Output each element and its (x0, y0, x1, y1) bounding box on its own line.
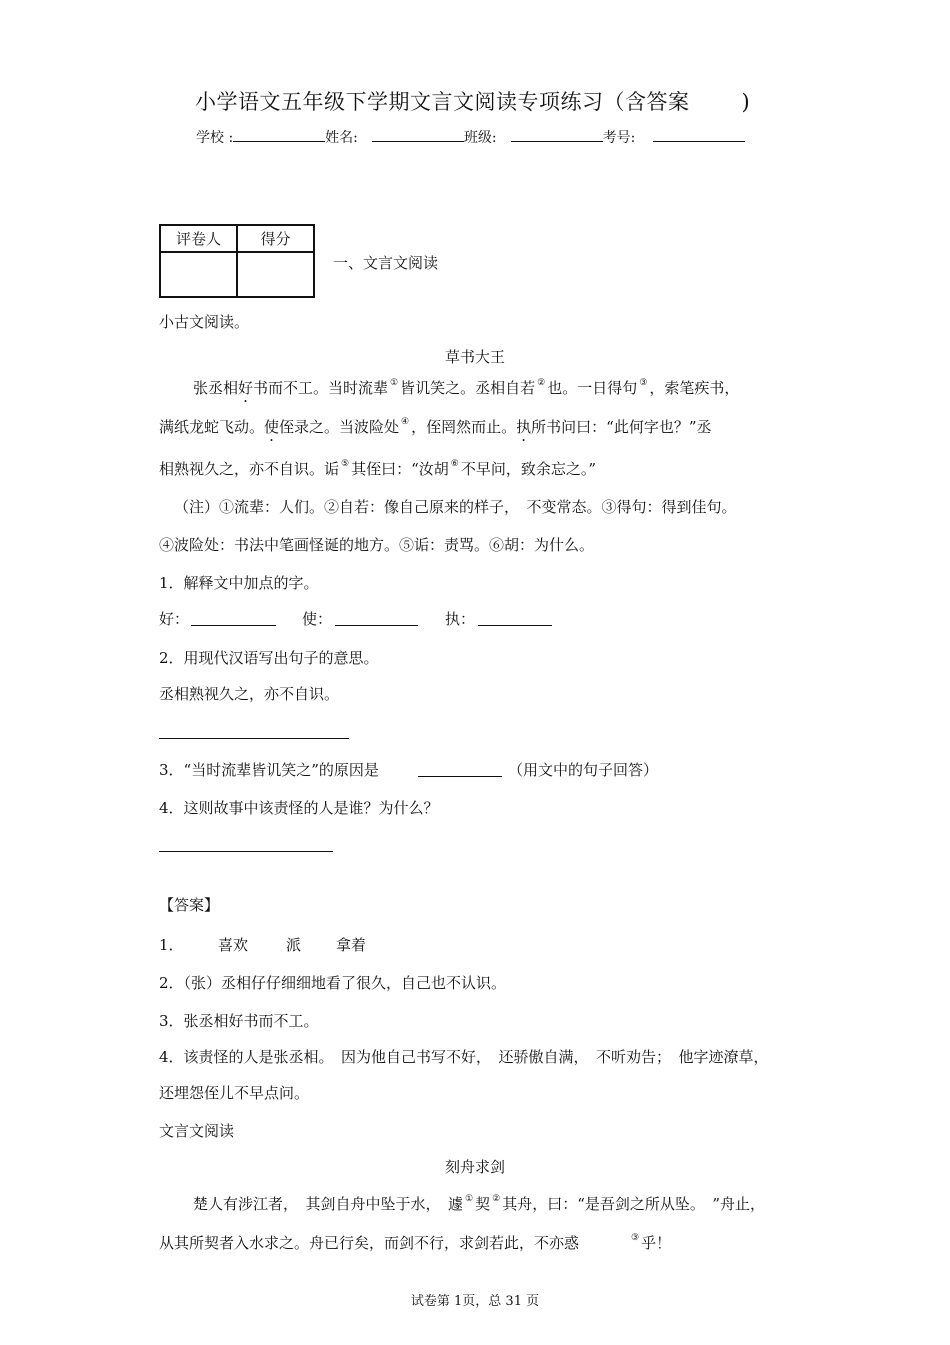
question-2: 2．用现代汉语写出句子的意思。 (159, 649, 379, 667)
class-field[interactable] (511, 127, 603, 142)
dotted-char: 执 (516, 418, 532, 436)
footnote-mark: ② (537, 378, 546, 388)
answer-4-cont: 还埋怨侄儿不早点问。 (159, 1084, 310, 1102)
answer-1-number: 1． (159, 936, 184, 954)
question-4: 4．这则故事中该责怪的人是谁？为什么？ (159, 799, 439, 817)
reviewer-header: 评卷人 (160, 225, 237, 252)
passage-line: 满纸龙蛇飞动。使侄录之。当波险处 ④ ，侄罔然而止。执所书问曰：“此何字也？”丞 (159, 417, 712, 436)
answer-blank[interactable] (159, 738, 349, 739)
score-cell[interactable] (237, 252, 314, 297)
intro-text-2: 文言文阅读 (159, 1122, 235, 1140)
section-heading: 一、文言文阅读 (333, 254, 439, 272)
passage-note: （注）①流辈：人们。②自若：像自己原来的样子， 不变常态。③得句：得到佳句。 (174, 498, 737, 516)
score-header: 得分 (237, 225, 314, 252)
question-1: 1．解释文中加点的字。 (159, 574, 319, 592)
school-label: 学校 : (196, 130, 234, 146)
page-title: 小学语文五年级下学期文言文阅读专项练习（含答案 ) (195, 90, 751, 114)
answer-blank[interactable] (335, 625, 418, 626)
footnote-mark: ① (390, 378, 399, 388)
passage-line: 相熟视久之，亦不自识。诟 ⑤ 其侄曰：“汝胡 ⑥ 不早问，致余忘之。” (159, 459, 597, 478)
answer-2: 2．（张）丞相仔仔细细地看了很久，自己也不认识。 (159, 974, 507, 992)
dotted-char: 好 (238, 379, 254, 397)
answer-3: 3．张丞相好书而不工。 (159, 1012, 319, 1030)
answer-1-item: 拿着 (336, 936, 367, 954)
question-3: 3．“当时流辈皆讥笑之”的原因是 (159, 761, 379, 779)
answer-blank[interactable] (191, 625, 276, 626)
question-3-hint: （用文中的句子回答） (508, 761, 659, 779)
passage-line: 从其所契者入水求之。舟已行矣，而剑不行，求剑若此，不亦惑 ③ 乎！ (159, 1233, 672, 1252)
footnote-mark: ③ (639, 378, 648, 388)
answer-blank[interactable] (159, 851, 333, 852)
question-1-label: 使： (302, 610, 333, 628)
footnote-mark: ⑤ (341, 459, 350, 469)
dotted-char: 使 (264, 418, 280, 436)
class-label: 班级: (463, 130, 497, 146)
answer-1-item: 派 (286, 936, 302, 954)
question-1-label: 好： (159, 610, 190, 628)
page-footer: 试卷第 1页，总 31 页 (410, 1294, 540, 1309)
answer-heading: 【答案】 (159, 896, 220, 914)
passage-title: 草书大王 (444, 348, 505, 366)
intro-text: 小古文阅读。 (159, 313, 250, 331)
reviewer-cell[interactable] (160, 252, 237, 297)
question-1-label: 执： (445, 610, 476, 628)
exam-no-label: 考号: (602, 130, 636, 146)
passage-title-2: 刻舟求剑 (444, 1158, 505, 1176)
passage-note: ④波险处：书法中笔画怪诞的地方。⑤诟：责骂。⑥胡：为什么。 (159, 536, 595, 554)
footnote-mark: ③ (631, 1233, 640, 1243)
footnote-mark: ④ (401, 417, 410, 427)
answer-1-item: 喜欢 (218, 936, 249, 954)
passage-line: 楚人有涉江者， 其剑自舟中坠于水， 遽 ① 契 ② 其舟，曰：“是吾剑之所从坠。 ”舟止， (193, 1194, 766, 1213)
passage-line: 张丞相好书而不工。当时流辈 ① 皆讥笑之。丞相自若 ② 也。一日得句 ③ ，索笔疾书， (193, 378, 740, 397)
name-field[interactable] (372, 127, 464, 142)
footnote-mark: ② (492, 1194, 501, 1204)
answer-blank[interactable] (478, 625, 552, 626)
student-info-row (196, 127, 745, 147)
score-table (159, 224, 315, 298)
name-label: 姓名: (325, 130, 358, 146)
school-field[interactable] (233, 127, 325, 142)
exam-no-field[interactable] (653, 127, 745, 142)
footnote-mark: ⑥ (450, 459, 459, 469)
answer-4: 4．该责怪的人是张丞相。 因为他自己书写不好， 还骄傲自满， 不听劝告； 他字迹潦草， (159, 1048, 769, 1066)
answer-blank[interactable] (418, 776, 502, 777)
footnote-mark: ① (465, 1194, 474, 1204)
question-2-sentence: 丞相熟视久之，亦不自识。 (159, 685, 340, 703)
